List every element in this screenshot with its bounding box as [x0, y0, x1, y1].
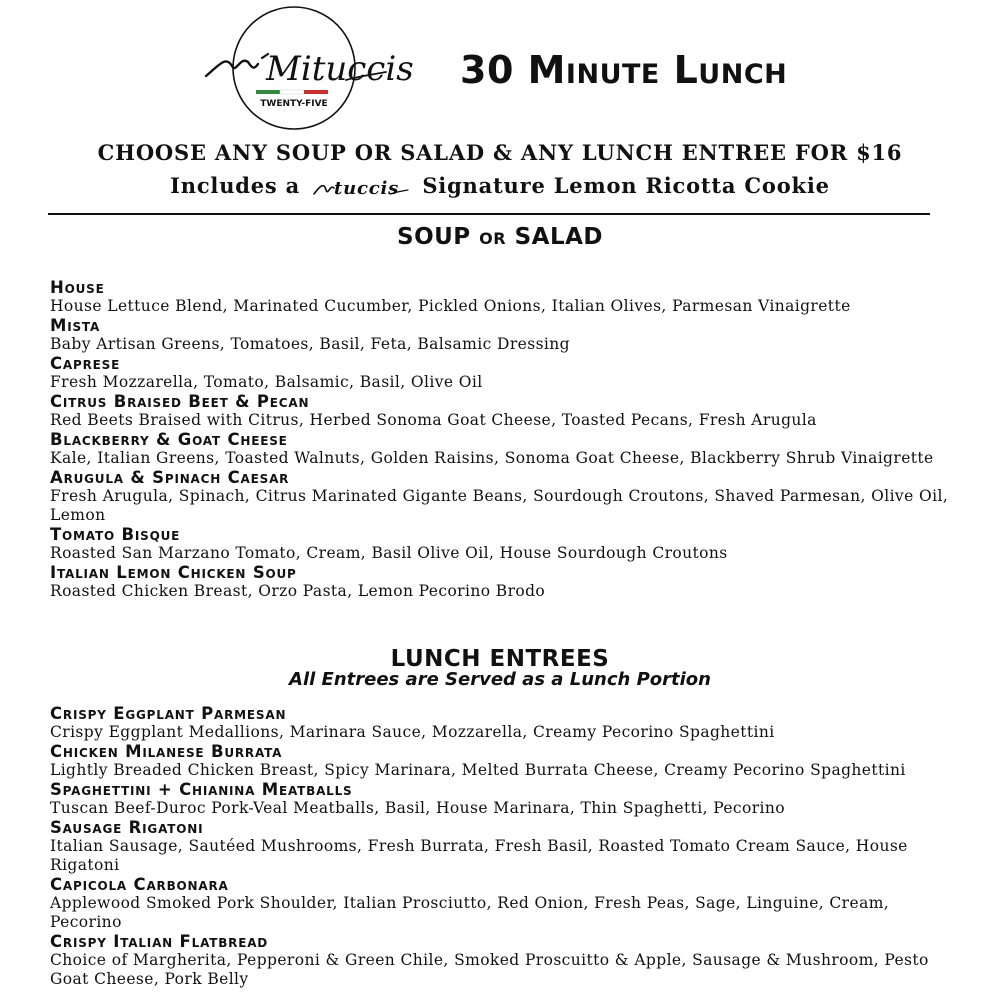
menu-item: [50, 875, 950, 932]
menu-item: [50, 742, 950, 780]
soup-salad-title: SOUP or SALAD: [397, 224, 603, 250]
includes-after: Signature Lemon Ricotta Cookie: [422, 173, 830, 198]
menu-item-description: Italian Sausage, Sautéed Mushrooms, Fresh Burrata, Fresh Basil, Roasted Tomato Cream Sauce, House Rigatoni: [50, 837, 908, 874]
menu-item: [50, 278, 950, 316]
menu-item-name: Crispy Eggplant Parmesan: [50, 704, 287, 723]
menu-item-name: Chicken Milanese Burrata: [50, 742, 283, 761]
menu-item: [50, 704, 950, 742]
includes-before: Includes a: [170, 173, 301, 198]
menu-item-description: Fresh Arugula, Spinach, Citrus Marinated Gigante Beans, Sourdough Croutons, Shaved Parmesan, Olive Oil, Lemon: [50, 487, 949, 524]
menu-item-description: Choice of Margherita, Pepperoni & Green Chile, Smoked Proscuitto & Apple, Sausage & Mushroom, Pesto Goat Cheese, Pork Belly: [50, 951, 929, 988]
svg-text:tuccis: tuccis: [334, 177, 400, 199]
offer-text: CHOOSE ANY SOUP OR SALAD & ANY LUNCH ENTREE FOR $16: [97, 140, 903, 165]
includes-line: [0, 173, 1000, 202]
menu-item: [50, 780, 950, 818]
menu-item-description: Baby Artisan Greens, Tomatoes, Basil, Feta, Balsamic Dressing: [50, 335, 570, 353]
menu-item-name: Arugula & Spinach Caesar: [50, 468, 290, 487]
menu-item-name: Mista: [50, 316, 101, 335]
menu-item-description: Fresh Mozzarella, Tomato, Balsamic, Basil, Olive Oil: [50, 373, 483, 391]
logo-wordmark: Mituccis: [266, 49, 414, 89]
menu-item: [50, 468, 950, 525]
menu-item-name: Caprese: [50, 354, 121, 373]
menu-item-name: Tomato Bisque: [50, 525, 181, 544]
menu-item-name: House: [50, 278, 105, 297]
restaurant-logo: [196, 4, 414, 130]
menu-item-description: Red Beets Braised with Citrus, Herbed Sonoma Goat Cheese, Toasted Pecans, Fresh Arugula: [50, 411, 817, 429]
soup-salad-list: [50, 278, 950, 601]
entrees-title: LUNCH ENTREES: [390, 646, 610, 672]
menu-item: [50, 354, 950, 392]
menu-item: [50, 932, 950, 989]
menu-item-name: Crispy Italian Flatbread: [50, 932, 269, 951]
entrees-subtitle: All Entrees are Served as a Lunch Portion: [289, 669, 711, 690]
logo-subtext: TWENTY-FIVE: [260, 99, 328, 109]
menu-item-description: Lightly Breaded Chicken Breast, Spicy Marinara, Melted Burrata Cheese, Creamy Pecorino Spaghettini: [50, 761, 906, 779]
menu-item: [50, 392, 950, 430]
menu-item-name: Spaghettini + Chianina Meatballs: [50, 780, 353, 799]
entrees-list: [50, 704, 950, 989]
menu-item: [50, 563, 950, 601]
menu-item: [50, 818, 950, 875]
menu-item-description: Applewood Smoked Pork Shoulder, Italian Prosciutto, Red Onion, Fresh Peas, Sage, Linguine, Cream, Pecorino: [50, 894, 890, 931]
menu-item: [50, 525, 950, 563]
logo-graphic: [196, 4, 414, 130]
header-divider: [48, 213, 930, 215]
inline-logo: [312, 174, 410, 202]
menu-item-description: Kale, Italian Greens, Toasted Walnuts, Golden Raisins, Sonoma Goat Cheese, Blackberry Shrub Vinaigrette: [50, 449, 934, 467]
menu-item-description: Tuscan Beef-Duroc Pork-Veal Meatballs, Basil, House Marinara, Thin Spaghetti, Pecorino: [50, 799, 786, 817]
menu-item-description: Crispy Eggplant Medallions, Marinara Sauce, Mozzarella, Creamy Pecorino Spaghettini: [50, 723, 775, 741]
menu-item-name: Citrus Braised Beet & Pecan: [50, 392, 310, 411]
menu-item-description: Roasted Chicken Breast, Orzo Pasta, Lemon Pecorino Brodo: [50, 582, 546, 600]
menu-item-description: Roasted San Marzano Tomato, Cream, Basil Olive Oil, House Sourdough Croutons: [50, 544, 728, 562]
menu-item-name: Blackberry & Goat Cheese: [50, 430, 288, 449]
menu-item: [50, 316, 950, 354]
menu-item-description: House Lettuce Blend, Marinated Cucumber, Pickled Onions, Italian Olives, Parmesan Vinaigrette: [50, 297, 851, 315]
menu-item-name: Capicola Carbonara: [50, 875, 229, 894]
menu-item: [50, 430, 950, 468]
menu-item-name: Sausage Rigatoni: [50, 818, 204, 837]
menu-item-name: Italian Lemon Chicken Soup: [50, 563, 297, 582]
page-title: 30 Minute Lunch: [460, 48, 788, 92]
